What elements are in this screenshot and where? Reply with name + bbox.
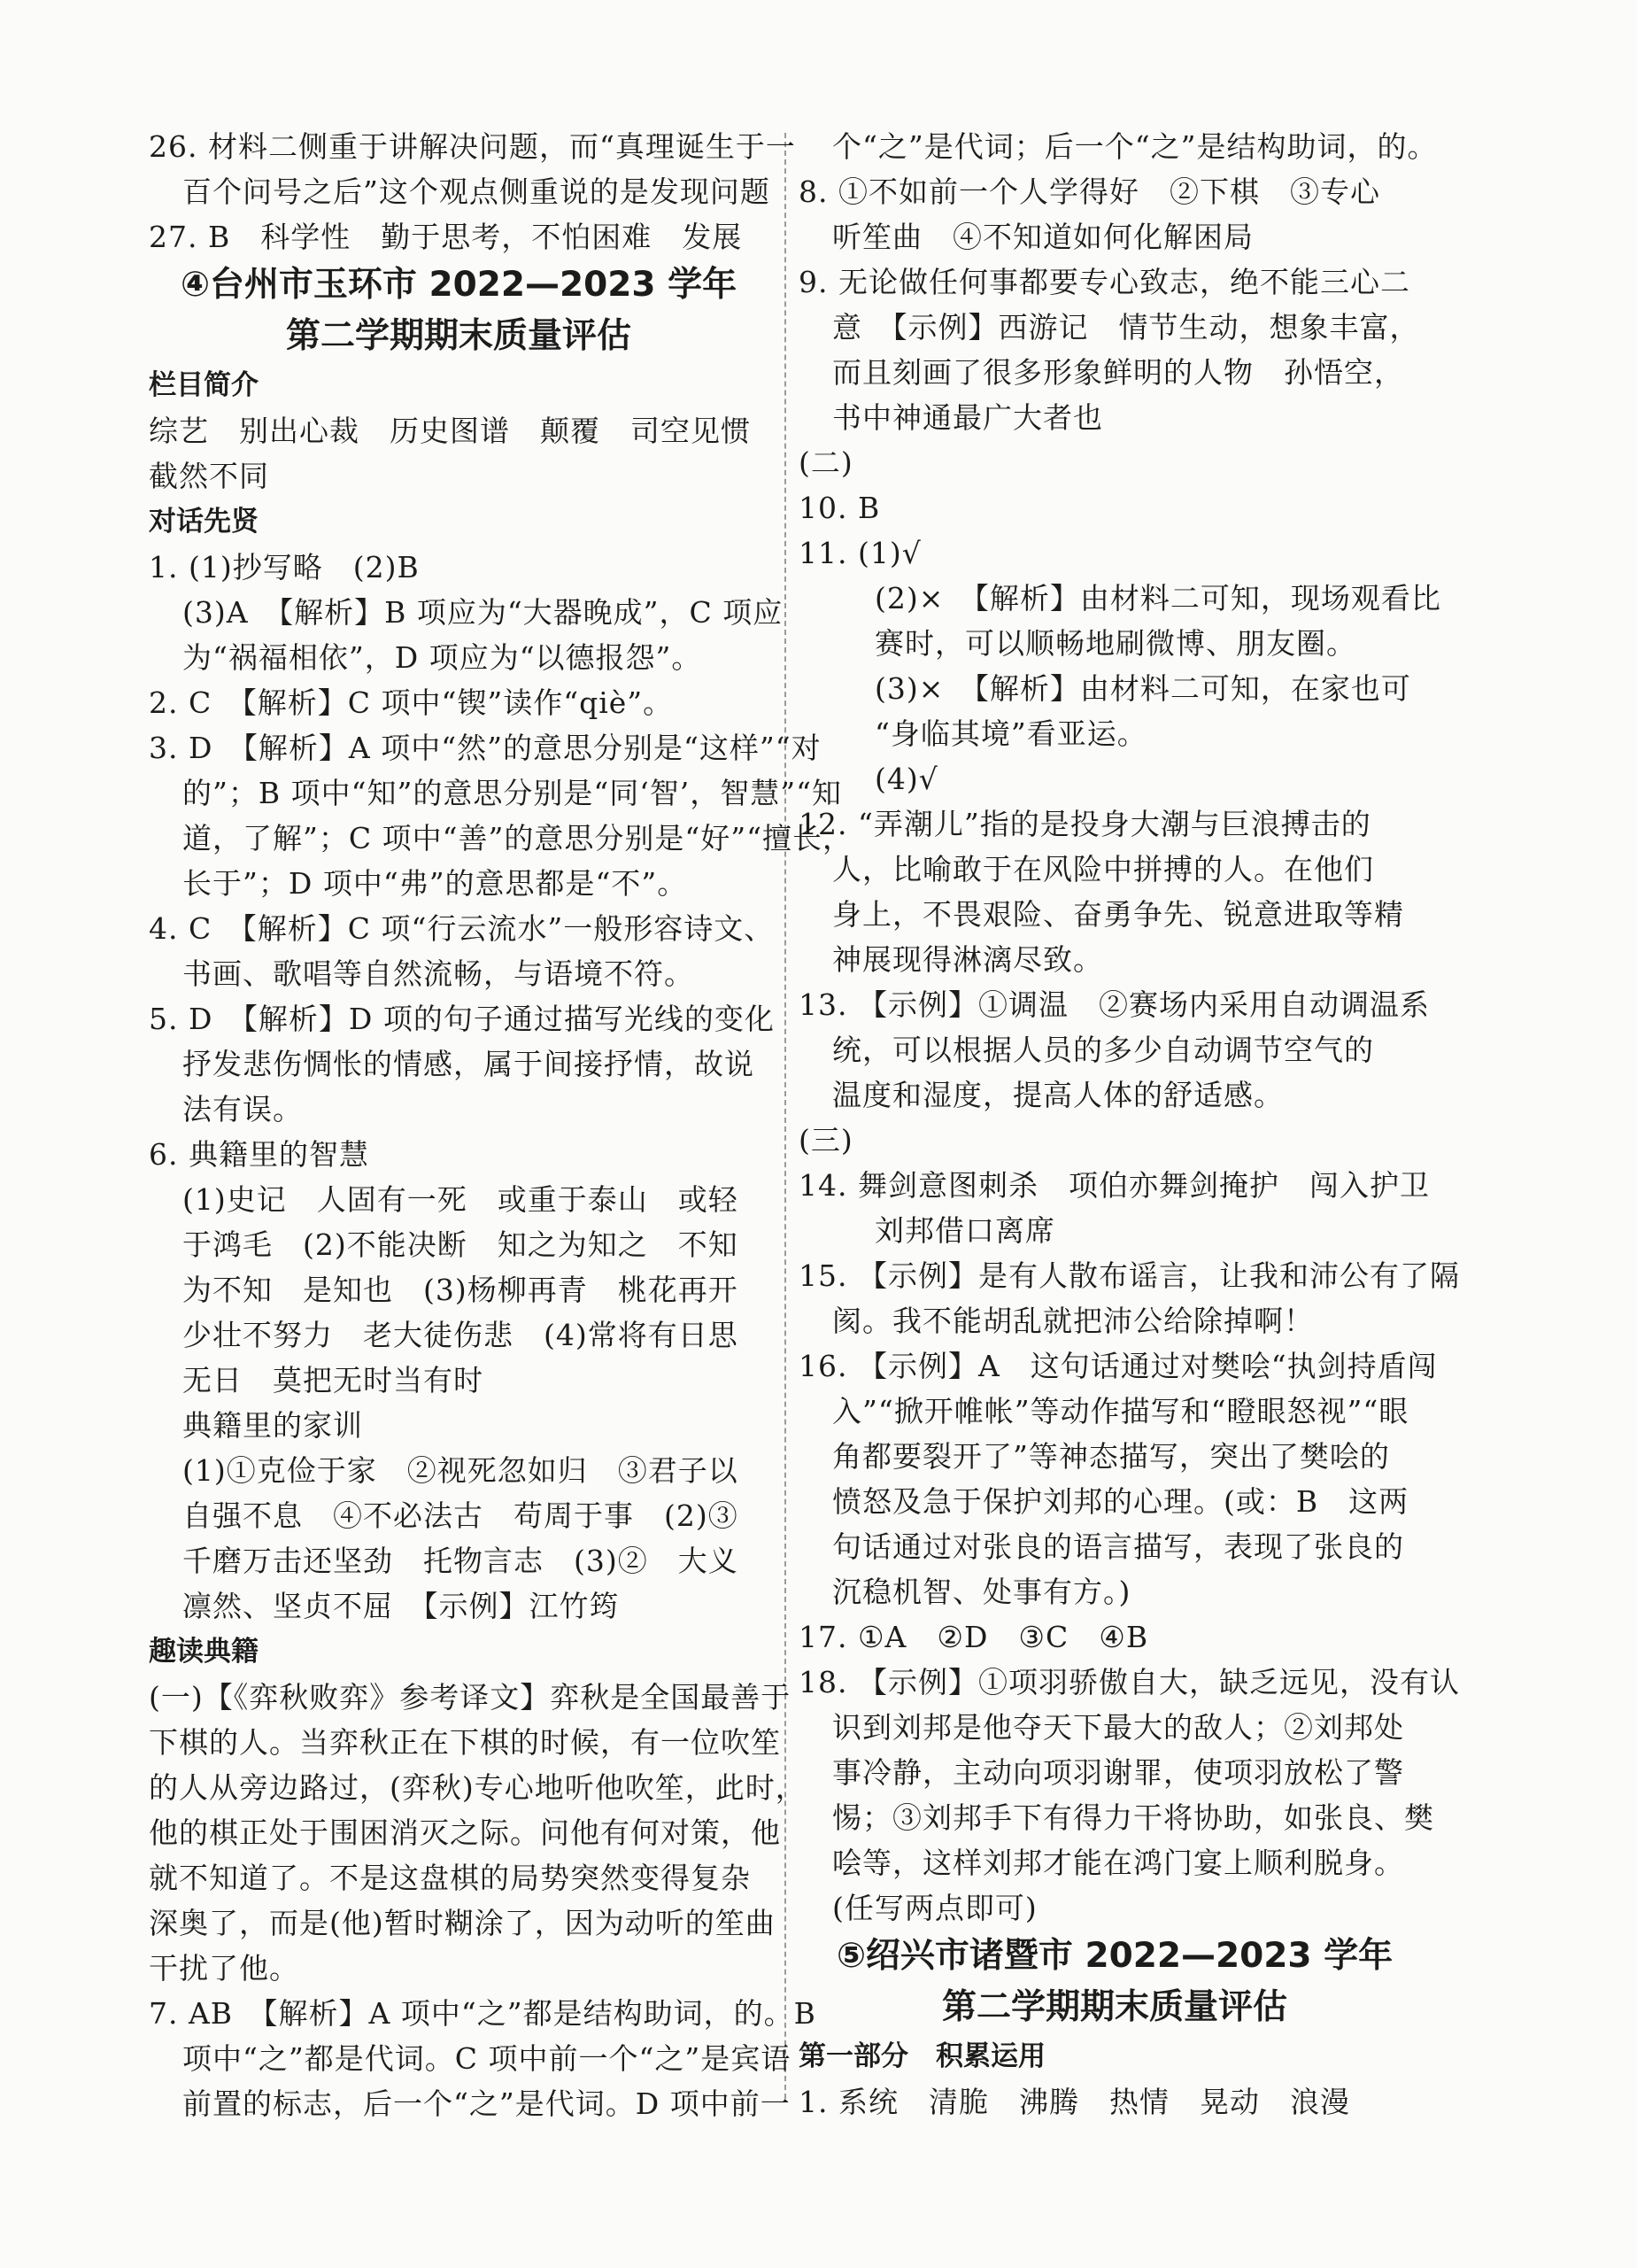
text-line: 身上，不畏艰险、奋勇争先、锐意进取等精	[832, 897, 1404, 932]
text-line: 阂。我不能胡乱就把沛公给除掉啊！	[832, 1304, 1314, 1338]
section-heading: ⑤绍兴市诸暨市 2022—2023 学年	[836, 1936, 1394, 1976]
text-line: 角都要裂开了”等神态描写，突出了樊哙的	[832, 1439, 1390, 1474]
text-line: 听笙曲 ④不知道如何化解困局	[832, 220, 1254, 254]
text-line: 前置的标志，后一个“之”是代词。D 项中前一	[182, 2086, 791, 2121]
text-line: (一)【《弈秋败弈》参考译文】弈秋是全国最善于	[149, 1680, 791, 1715]
text-line: 而且刻画了很多形象鲜明的人物 孙悟空，	[832, 355, 1404, 390]
text-line: 他的棋正处于围困消灭之际。问他有何对策，他	[149, 1815, 781, 1850]
text-line: 截然不同	[149, 459, 269, 493]
text-line: 神展现得淋漓尽致。	[832, 942, 1103, 977]
section-heading: 第二学期期末质量评估	[285, 316, 631, 356]
text-line: 温度和湿度，提高人体的舒适感。	[832, 1078, 1284, 1112]
text-line: 惕；③刘邦手下有得力干将协助，如张良、樊	[832, 1800, 1434, 1835]
text-line: 3. D 【解析】A 项中“然”的意思分别是“这样”“对	[149, 731, 822, 765]
text-line: 7. AB 【解析】A 项中“之”都是结构助词，的。B	[149, 1996, 816, 2031]
text-line: (3)A 【解析】B 项应为“大器晚成”，C 项应	[182, 595, 784, 630]
text-line: 人，比喻敢于在风险中拼搏的人。在他们	[832, 852, 1374, 886]
text-line: (1)史记 人固有一死 或重于泰山 或轻	[182, 1182, 738, 1217]
subsection-heading: 对话先贤	[149, 506, 259, 538]
section-heading: ④台州市玉环市 2022—2023 学年	[180, 265, 737, 305]
text-line: 综艺 别出心裁 历史图谱 颠覆 司空见惯	[149, 414, 751, 448]
text-line: 12. “弄潮儿”指的是投身大潮与巨浪搏击的	[799, 807, 1371, 841]
text-line: 1. 系统 清脆 沸腾 热情 晃动 浪漫	[799, 2085, 1350, 2119]
text-line: 长于”；D 项中“弗”的意思都是“不”。	[182, 866, 688, 901]
text-line: 18. 【示例】①项羽骄傲自大，缺乏远见，没有认	[799, 1665, 1460, 1699]
text-line: 愤怒及急于保护刘邦的心理。(或：B 这两	[832, 1484, 1409, 1519]
text-line: 刘邦借口离席	[875, 1213, 1055, 1248]
text-line: 为不知 是知也 (3)杨柳再青 桃花再开	[182, 1273, 738, 1307]
subsection-heading: 第一部分 积累运用	[799, 2040, 1046, 2072]
text-line: 5. D 【解析】D 项的句子通过描写光线的变化	[149, 1002, 775, 1036]
text-line: (1)①克俭于家 ②视死忽如归 ③君子以	[182, 1453, 738, 1488]
text-line: 干扰了他。	[149, 1951, 299, 1985]
text-line: 15. 【示例】是有人散布谣言，让我和沛公有了隔	[799, 1258, 1460, 1293]
text-line: 16. 【示例】A 这句话通过对樊哙“执剑持盾闯	[799, 1349, 1438, 1383]
text-line: 17. ①A ②D ③C ④B	[799, 1620, 1149, 1654]
text-line: 26. 材料二侧重于讲解决问题，而“真理诞生于一	[149, 129, 796, 164]
text-line: 2. C 【解析】C 项中“锲”读作“qiè”。	[149, 685, 674, 720]
text-line: 自强不息 ④不必法古 苟周于事 (2)③	[182, 1498, 738, 1533]
text-line: 13. 【示例】①调温 ②赛场内采用自动调温系	[799, 987, 1430, 1022]
text-line: 14. 舞剑意图刺杀 项伯亦舞剑掩护 闯入护卫	[799, 1168, 1430, 1203]
text-line: 千磨万击还坚劲 托物言志 (3)② 大义	[182, 1544, 738, 1578]
text-line: 沉稳机智、处事有方。)	[832, 1575, 1131, 1609]
text-line: 事冷静，主动向项羽谢罪，使项羽放松了警	[832, 1755, 1404, 1790]
text-line: 1. (1)抄写略 (2)B	[149, 550, 420, 584]
text-line: 的人从旁边路过，(弈秋)专心地听他吹笙，此时，	[149, 1770, 806, 1805]
text-line: (3)× 【解析】由材料二可知，在家也可	[875, 671, 1411, 706]
text-line: 4. C 【解析】C 项“行云流水”一般形容诗文、	[149, 911, 775, 946]
text-line: (2)× 【解析】由材料二可知，现场观看比	[875, 581, 1441, 615]
text-line: 书画、歌唱等自然流畅，与语境不符。	[182, 956, 694, 991]
text-line: (4)√	[875, 762, 938, 796]
text-line: (任写两点即可)	[832, 1891, 1038, 1925]
text-line: (二)	[799, 445, 853, 480]
text-line: 项中“之”都是代词。C 项中前一个“之”是宾语	[182, 2041, 791, 2076]
text-line: 百个问号之后”这个观点侧重说的是发现问题	[182, 174, 770, 209]
text-line: 识到刘邦是他夺天下最大的敌人；②刘邦处	[832, 1710, 1404, 1745]
text-line: 无日 莫把无时当有时	[182, 1363, 483, 1397]
text-line: 个“之”是代词；后一个“之”是结构助词，的。	[832, 129, 1438, 164]
text-line: 就不知道了。不是这盘棋的局势突然变得复杂	[149, 1861, 751, 1895]
text-line: 句话通过对张良的语言描写，表现了张良的	[832, 1529, 1404, 1564]
right-column	[799, 124, 1460, 2125]
text-line: (三)	[799, 1123, 853, 1157]
subsection-heading: 栏目简介	[149, 369, 259, 401]
text-line: 哙等，这样刘邦才能在鸿门宴上顺利脱身。	[832, 1846, 1404, 1880]
text-line: 赛时，可以顺畅地刷微博、朋友圈。	[875, 626, 1356, 661]
section-heading: 第二学期期末质量评估	[941, 1987, 1287, 2027]
text-line: “身临其境”看亚运。	[875, 716, 1147, 751]
text-line: 少壮不努力 老大徒伤悲 (4)常将有日思	[182, 1318, 738, 1352]
subsection-heading: 趣读典籍	[149, 1636, 259, 1668]
text-line: 的”；B 项中“知”的意思分别是“同‘智’，智慧”“知	[182, 776, 842, 810]
text-line: 为“祸福相依”，D 项应为“以德报怨”。	[182, 640, 702, 675]
text-line: 书中神通最广大者也	[832, 400, 1103, 435]
text-line: 入”“掀开帷帐”等动作描写和“瞪眼怒视”“眼	[832, 1394, 1409, 1428]
text-line: 典籍里的家训	[182, 1408, 363, 1443]
text-line: 抒发悲伤惆怅的情感，属于间接抒情，故说	[182, 1047, 754, 1081]
text-line: 11. (1)√	[799, 536, 922, 570]
text-line: 凛然、坚贞不屈 【示例】江竹筠	[182, 1589, 620, 1623]
text-line: 统，可以根据人员的多少自动调节空气的	[832, 1033, 1374, 1067]
text-line: 意 【示例】西游记 情节生动，想象丰富，	[832, 310, 1420, 344]
text-line: 8. ①不如前一个人学得好 ②下棋 ③专心	[799, 174, 1380, 209]
text-line: 深奥了，而是(他)暂时糊涂了，因为动听的笙曲	[149, 1906, 776, 1940]
text-line: 10. B	[799, 491, 881, 525]
text-line: 9. 无论做任何事都要专心致志，绝不能三心二	[799, 265, 1410, 299]
text-line: 下棋的人。当弈秋正在下棋的时候，有一位吹笙	[149, 1725, 781, 1760]
text-line: 道，了解”；C 项中“善”的意思分别是“好”“擅长，	[182, 821, 853, 855]
text-line: 27. B 科学性 勤于思考，不怕困难 发展	[149, 220, 743, 254]
text-line: 6. 典籍里的智慧	[149, 1137, 369, 1172]
text-line: 于鸿毛 (2)不能决断 知之为知之 不知	[182, 1227, 738, 1262]
text-line: 法有误。	[182, 1092, 303, 1126]
